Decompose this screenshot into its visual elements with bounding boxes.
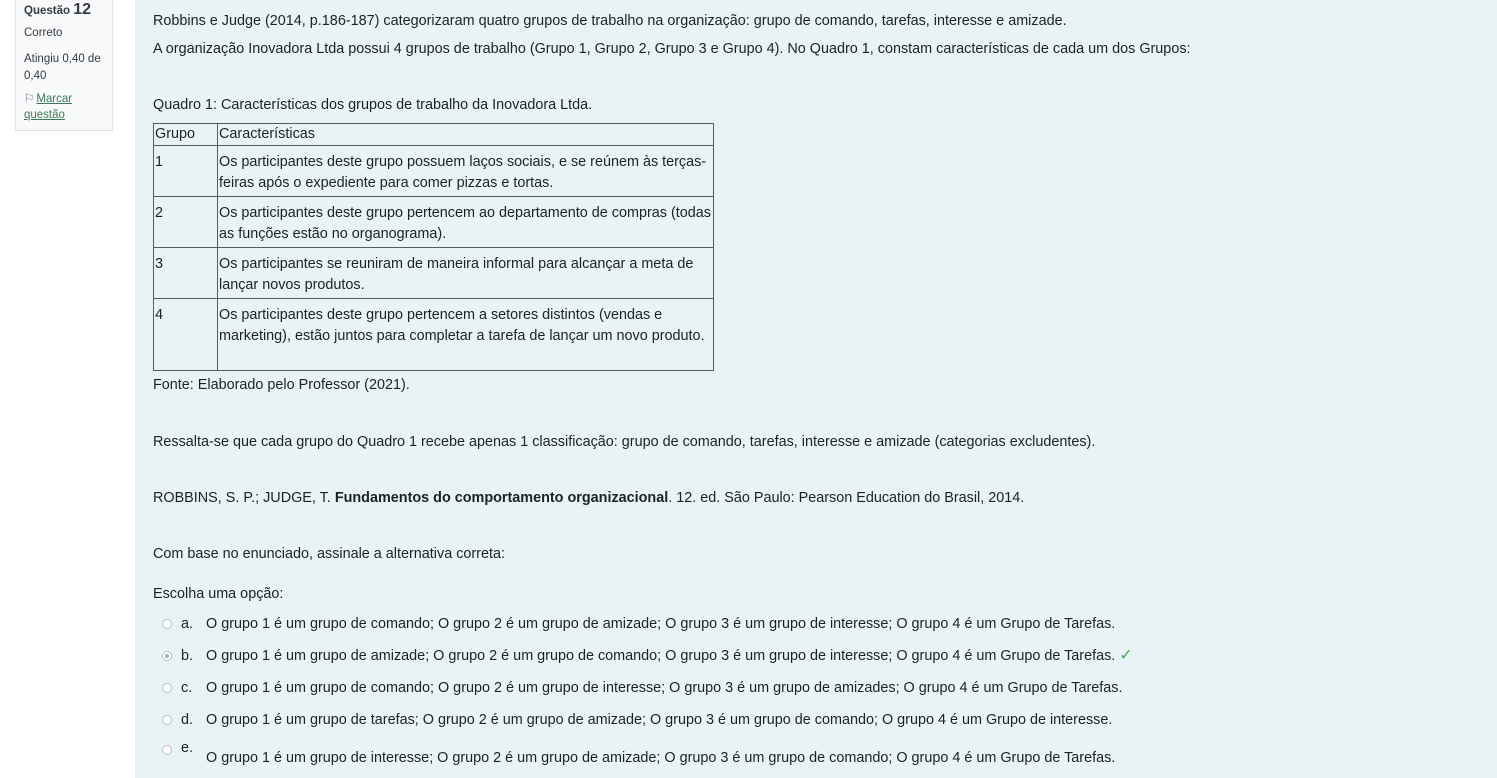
option-letter: d.	[181, 712, 194, 728]
flag-question-link[interactable]	[24, 91, 104, 123]
table-cell-characteristics: Os participantes se reuniram de maneira informal para alcançar a meta de lançar novos produtos.	[218, 248, 714, 299]
table-row	[154, 197, 714, 248]
option-c[interactable]	[153, 676, 1123, 700]
option-text[interactable]: O grupo 1 é um grupo de interesse; O grupo 2 é um grupo de amizade; O grupo 3 é um grupo de comando; O grupo 4 é um Grupo de Tarefas.	[206, 750, 1116, 766]
option-a-radio[interactable]	[162, 619, 172, 629]
table-header-characteristics: Características	[218, 124, 714, 146]
reference-suffix: . 12. ed. São Paulo: Pearson Education do Brasil, 2014.	[668, 490, 1025, 506]
note-paragraph: Ressalta-se que cada grupo do Quadro 1 recebe apenas 1 classificação: grupo de comando, tarefas, interesse e amizade (categorias excludentes).	[153, 434, 1096, 450]
option-text[interactable]: O grupo 1 é um grupo de tarefas; O grupo 2 é um grupo de amizade; O grupo 3 é um grupo de comando; O grupo 4 é um Grupo de interesse.	[206, 712, 1113, 728]
reference-title: Fundamentos do comportamento organizacional	[334, 490, 669, 506]
flag-label-1[interactable]: Marcar	[36, 93, 73, 105]
intro-paragraph-1: Robbins e Judge (2014, p.186-187) categorizaram quatro grupos de trabalho na organização: grupo de comando, tarefas, interesse e amizade.	[153, 13, 1067, 29]
option-a[interactable]	[153, 612, 1116, 636]
option-letter: b.	[181, 648, 194, 664]
table-source: Fonte: Elaborado pelo Professor (2021).	[153, 377, 410, 393]
flag-label-2[interactable]: questão	[24, 109, 65, 121]
option-text[interactable]: O grupo 1 é um grupo de comando; O grupo 2 é um grupo de interesse; O grupo 3 é um grupo de amizades; O grupo 4 é um Grupo de Tarefas.	[206, 680, 1123, 696]
table-cell-characteristics: Os participantes deste grupo pertencem a setores distintos (vendas e marketing), estão juntos para completar a tarefa de lançar um novo produto.	[218, 299, 714, 371]
question-content	[135, 0, 1497, 778]
option-b-text[interactable]: O grupo 1 é um grupo de amizade; O grupo 2 é um grupo de comando; O grupo 3 é um grupo de interesse; O grupo 4 é um Grupo de Tarefas.	[206, 648, 1116, 664]
choose-option-label: Escolha uma opção:	[153, 586, 284, 602]
table-cell-group: 2	[154, 197, 218, 248]
flag-icon[interactable]: ⚐	[24, 93, 35, 105]
reference-paragraph	[153, 488, 1024, 508]
table-cell-characteristics: Os participantes deste grupo possuem laços sociais, e se reúnem às terças-feiras após o expediente para comer pizzas e tortas.	[218, 146, 714, 197]
question-state: Correto	[24, 27, 63, 39]
option-d-radio[interactable]	[162, 715, 172, 725]
table-cell-group: 3	[154, 248, 218, 299]
groups-table	[153, 123, 714, 371]
table-row	[154, 146, 714, 197]
option-e[interactable]	[153, 740, 1116, 766]
option-e-radio[interactable]	[162, 745, 172, 755]
question-number-value: 12	[73, 1, 92, 18]
table-cell-characteristics: Os participantes deste grupo pertencem ao departamento de compras (todas as funções estão no organograma).	[218, 197, 714, 248]
table-header-group: Grupo	[154, 124, 218, 146]
option-text[interactable]	[206, 646, 1133, 666]
question-prompt: Com base no enunciado, assinale a alternativa correta:	[153, 546, 505, 562]
option-b[interactable]	[153, 644, 1133, 668]
question-number	[24, 0, 104, 21]
option-letter: a.	[181, 616, 194, 632]
option-c-radio[interactable]	[162, 683, 172, 693]
table-row	[154, 248, 714, 299]
question-info-panel	[15, 0, 113, 131]
reference-prefix: ROBBINS, S. P.; JUDGE, T.	[153, 490, 335, 506]
table-cell-group: 1	[154, 146, 218, 197]
option-letter: c.	[181, 680, 193, 696]
question-label: Questão	[24, 5, 71, 17]
table-cell-group: 4	[154, 299, 218, 371]
option-text[interactable]: O grupo 1 é um grupo de comando; O grupo 2 é um grupo de amizade; O grupo 3 é um grupo de interesse; O grupo 4 é um Grupo de Tarefas.	[206, 616, 1116, 632]
question-grade: Atingiu 0,40 de 0,40	[24, 53, 101, 82]
intro-paragraph-2: A organização Inovadora Ltda possui 4 grupos de trabalho (Grupo 1, Grupo 2, Grupo 3 e Grupo 4). No Quadro 1, constam características de cada um dos Grupos:	[153, 41, 1191, 57]
option-b-radio[interactable]	[162, 651, 172, 661]
table-row	[154, 299, 714, 371]
option-d[interactable]	[153, 708, 1113, 732]
table-header-row	[154, 124, 714, 146]
table-caption: Quadro 1: Características dos grupos de trabalho da Inovadora Ltda.	[153, 97, 593, 113]
option-letter: e.	[181, 740, 194, 756]
correct-check-icon: ✓	[1119, 647, 1133, 664]
